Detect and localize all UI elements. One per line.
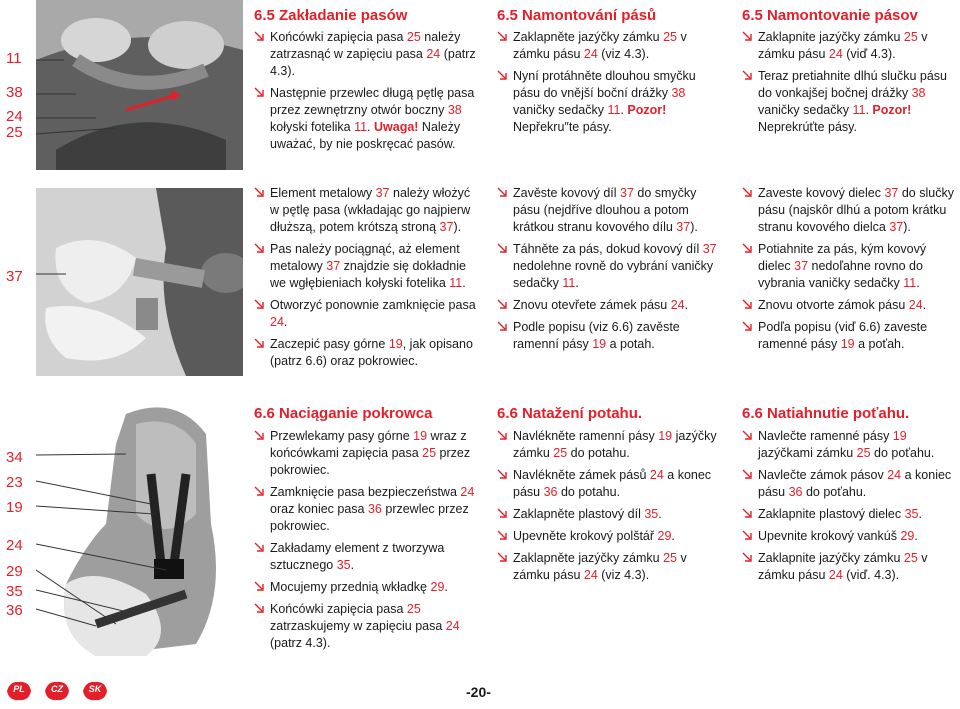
text-run: .: [350, 558, 355, 572]
text-run: Podľa popisu (viď 6.6) zaveste ramenné pásy: [758, 320, 928, 351]
reference-number: 25: [663, 551, 677, 565]
instruction-item: [254, 241, 479, 292]
callout-label: 34: [6, 449, 23, 466]
callout-label: 11: [6, 50, 22, 67]
instructions-cz: [497, 29, 722, 141]
text-run: vaničky sedačky: [513, 103, 608, 117]
reference-number: 24: [445, 619, 460, 633]
text-run: Zamknięcie pasa bezpieczeństwa: [270, 485, 461, 499]
reference-number: Uwaga!: [374, 120, 419, 134]
text-run: (viz 4.3).: [597, 47, 650, 61]
instruction-item: [254, 540, 479, 574]
text-run: ).: [690, 220, 698, 234]
text-run: Navlékněte zámek pásů: [513, 468, 650, 482]
text-run: ).: [453, 220, 462, 234]
reference-number: 25: [663, 30, 677, 44]
callout-label: 36: [6, 602, 23, 619]
instruction-text: [758, 529, 918, 543]
text-run: kołyski fotelika: [270, 120, 355, 134]
arrow-bullet-icon: [254, 337, 267, 350]
instruction-text: [513, 30, 687, 61]
text-run: wraz z końcówkami zapięcia pasa: [270, 429, 467, 460]
instruction-item: [742, 241, 957, 292]
arrow-bullet-icon: [742, 186, 755, 199]
reference-number: 36: [367, 502, 382, 516]
instruction-item: [254, 336, 479, 370]
reference-number: 24: [670, 298, 685, 312]
text-run: (viď. 4.3).: [842, 568, 900, 582]
callout-label: 25: [6, 124, 23, 141]
arrow-bullet-icon: [254, 186, 267, 199]
reference-number: 19: [892, 429, 907, 443]
reference-number: 24: [460, 485, 475, 499]
reference-number: 29: [430, 580, 445, 594]
text-run: .: [918, 507, 922, 521]
arrow-bullet-icon: [497, 298, 510, 311]
text-run: (patrz 4.3).: [270, 47, 476, 78]
reference-number: 37: [794, 259, 809, 273]
arrow-bullet-icon: [254, 485, 267, 498]
instruction-text: [758, 468, 951, 499]
arrow-bullet-icon: [742, 298, 755, 311]
instruction-text: [513, 429, 717, 460]
text-run: a koniec pásu: [758, 468, 952, 499]
text-run: Otworzyć ponownie zamknięcie pasa: [270, 298, 476, 312]
arrow-bullet-icon: [497, 429, 510, 442]
instruction-item: [497, 428, 722, 462]
text-run: Zaczepić pasy górne: [270, 337, 389, 351]
text-run: Zaklapnite jazýčky zámku: [758, 551, 904, 565]
reference-number: 37: [702, 242, 717, 256]
text-run: (viď 4.3).: [842, 47, 896, 61]
reference-number: 11: [562, 276, 576, 290]
instruction-text: [270, 186, 470, 234]
text-run: .: [865, 103, 873, 117]
heading-cz-6-6: 6.6 Natažení potahu.: [497, 405, 643, 422]
text-run: do potahu.: [557, 485, 621, 499]
text-run: v zámku pásu: [758, 30, 928, 61]
reference-number: 36: [788, 485, 803, 499]
instruction-item: [497, 319, 722, 353]
callout-label: 24: [6, 108, 23, 125]
instruction-text: [513, 242, 717, 290]
text-run: zatrzaskujemy w zapięciu pasa: [270, 619, 446, 633]
reference-number: 11: [354, 120, 368, 134]
reference-number: 36: [543, 485, 558, 499]
text-run: .: [575, 276, 579, 290]
flag-pl-icon: [6, 680, 32, 702]
instruction-item: [742, 428, 957, 462]
photo-child-seat-cover: [36, 394, 243, 664]
instruction-text: [513, 69, 696, 134]
text-run: v zámku pásu: [513, 30, 687, 61]
instruction-item: [742, 68, 957, 136]
instruction-text: [758, 186, 954, 234]
arrow-bullet-icon: [254, 298, 267, 311]
instruction-text: [758, 551, 928, 582]
reference-number: 11: [852, 103, 866, 117]
arrow-bullet-icon: [742, 242, 755, 255]
arrow-bullet-icon: [497, 69, 510, 82]
reference-number: 37: [620, 186, 634, 200]
heading-pl-6-5: 6.5 Zakładanie pasów: [254, 7, 408, 24]
instruction-text: [513, 468, 711, 499]
instruction-text: [270, 86, 474, 151]
instructions-pl: [254, 185, 479, 375]
arrow-bullet-icon: [254, 30, 267, 43]
instruction-item: [497, 29, 722, 63]
text-run: Znovu otevřete zámek pásu: [513, 298, 671, 312]
text-run: Końcówki zapięcia pasa: [270, 30, 407, 44]
text-run: .: [283, 315, 288, 329]
instruction-item: [742, 550, 957, 584]
instruction-item: [254, 297, 479, 331]
callout-label: 38: [6, 84, 23, 101]
text-run: do poťahu.: [802, 485, 867, 499]
instruction-text: [513, 529, 675, 543]
text-run: Neprekrúťte pásy.: [758, 120, 857, 134]
instruction-text: [270, 541, 444, 572]
arrow-bullet-icon: [497, 529, 510, 542]
text-run: a poťah.: [854, 337, 905, 351]
reference-number: 37: [676, 220, 691, 234]
reference-number: 19: [840, 337, 855, 351]
text-run: .: [462, 276, 466, 290]
flag-label: CZ: [51, 684, 63, 694]
instruction-item: [497, 467, 722, 501]
text-run: v zámku pásu: [513, 551, 687, 582]
text-run: Należy uważać, by nie poskręcać pasów.: [270, 120, 461, 151]
reference-number: 29: [657, 529, 672, 543]
text-run: .: [922, 298, 927, 312]
text-run: Zaklapněte plastový díl: [513, 507, 645, 521]
reference-number: 37: [326, 259, 341, 273]
arrow-bullet-icon: [742, 320, 755, 333]
instructions-sk: [742, 185, 957, 358]
instruction-item: [742, 29, 957, 63]
arrow-bullet-icon: [254, 86, 267, 99]
instruction-item: [497, 185, 722, 236]
text-run: przewlec przez pokrowiec.: [270, 502, 469, 533]
text-run: należy włożyć w pętlę pasa (wkładając go najpierw dłuższą, potem krótszą stroną: [270, 186, 471, 234]
reference-number: 37: [375, 186, 390, 200]
text-run: Zaklapnite jazýčky zámku: [758, 30, 904, 44]
instruction-text: [270, 602, 460, 650]
instruction-text: [758, 69, 947, 134]
instruction-text: [270, 30, 476, 78]
text-run: .: [671, 529, 675, 543]
arrow-bullet-icon: [254, 580, 267, 593]
text-run: Pas należy pociągnąć, aż element metalowy: [270, 242, 460, 273]
instruction-text: [513, 507, 662, 521]
text-run: Táhněte za pás, dokud kovový díl: [513, 242, 703, 256]
text-run: Zaklapněte jazýčky zámku: [513, 30, 664, 44]
instruction-item: [254, 185, 479, 236]
text-run: oraz koniec pasa: [270, 502, 368, 516]
text-run: .: [367, 120, 374, 134]
text-run: Teraz pretiahnite dlhú slučku pásu do vonkajšej bočnej drážky: [758, 69, 948, 100]
text-run: Zaklapněte jazýčky zámku: [513, 551, 664, 565]
callout-label: 29: [6, 563, 23, 580]
text-run: Przewlekamy pasy górne: [270, 429, 414, 443]
reference-number: 29: [900, 529, 915, 543]
text-run: Element metalowy: [270, 186, 376, 200]
text-run: Zavěste kovový díl: [513, 186, 620, 200]
text-run: .: [658, 507, 662, 521]
reference-number: 25: [406, 602, 421, 616]
reference-number: 24: [887, 468, 902, 482]
text-run: vaničky sedačky: [758, 103, 853, 117]
reference-number: 25: [553, 446, 568, 460]
reference-number: 35: [644, 507, 659, 521]
text-run: Nepřekru″te pásy.: [513, 120, 612, 134]
photo-metal-element: [36, 188, 243, 376]
callout-label: 35: [6, 583, 23, 600]
text-run: znajdzie się dokładnie we wgłębieniach kołyski fotelika: [270, 259, 466, 290]
text-run: Navlékněte ramenní pásy: [513, 429, 659, 443]
instruction-item: [742, 297, 957, 314]
text-run: Navlečte zámok pásov: [758, 468, 888, 482]
instruction-item: [742, 319, 957, 353]
instruction-item: [497, 241, 722, 292]
text-run: Upevněte krokový polštář: [513, 529, 658, 543]
instruction-text: [513, 320, 680, 351]
text-run: Zaveste kovový dielec: [758, 186, 885, 200]
reference-number: 25: [903, 30, 918, 44]
instruction-text: [758, 429, 934, 460]
text-run: , jak opisano (patrz 6.6) oraz pokrowiec.: [270, 337, 473, 368]
text-run: nedoľahne rovno do vybrania vaničky sedačky: [758, 259, 923, 290]
reference-number: 24: [908, 298, 923, 312]
reference-number: 19: [388, 337, 403, 351]
arrow-bullet-icon: [497, 30, 510, 43]
reference-number: 37: [889, 220, 904, 234]
reference-number: Pozor!: [872, 103, 912, 117]
page-number: -20-: [466, 684, 491, 700]
text-run: należy zatrzasnąć w zapięciu pasa: [270, 30, 461, 61]
text-run: (patrz 4.3).: [270, 636, 331, 650]
arrow-bullet-icon: [497, 551, 510, 564]
text-run: Znovu otvorte zámok pásu: [758, 298, 909, 312]
arrow-bullet-icon: [497, 507, 510, 520]
instruction-text: [270, 337, 473, 368]
arrow-bullet-icon: [254, 429, 267, 442]
text-run: Navlečte ramenné pásy: [758, 429, 893, 443]
text-run: jazýčkami zámku: [758, 446, 857, 460]
reference-number: Pozor!: [627, 103, 667, 117]
reference-number: 25: [406, 30, 421, 44]
text-run: Podle popisu (viz 6.6) zavěste ramenní pásy: [513, 320, 680, 351]
reference-number: 38: [447, 103, 462, 117]
text-run: a konec pásu: [513, 468, 712, 499]
text-run: do smyčky pásu (nejdříve dlouhou a potom krátkou stranu kovového dílu: [513, 186, 697, 234]
instruction-item: [254, 579, 479, 596]
instruction-text: [270, 429, 470, 477]
arrow-bullet-icon: [742, 30, 755, 43]
reference-number: 11: [449, 276, 463, 290]
text-run: do poťahu.: [870, 446, 935, 460]
reference-number: 24: [270, 315, 284, 329]
text-run: .: [914, 529, 918, 543]
reference-number: 19: [592, 337, 607, 351]
instruction-text: [758, 298, 926, 312]
reference-number: 37: [884, 186, 899, 200]
text-run: Potiahnite za pás, kým kovový dielec: [758, 242, 927, 273]
callout-label: 37: [6, 268, 23, 285]
text-run: .: [620, 103, 628, 117]
text-run: ).: [903, 220, 911, 234]
reference-number: 37: [439, 220, 454, 234]
instruction-item: [254, 85, 479, 153]
arrow-bullet-icon: [742, 468, 755, 481]
instructions-cz: [497, 428, 722, 589]
instruction-text: [513, 298, 688, 312]
arrow-bullet-icon: [742, 529, 755, 542]
flag-label: SK: [88, 684, 102, 694]
instruction-item: [497, 528, 722, 545]
instruction-item: [254, 29, 479, 80]
instruction-text: [758, 507, 922, 521]
instruction-item: [254, 601, 479, 652]
reference-number: 24: [426, 47, 441, 61]
arrow-bullet-icon: [254, 541, 267, 554]
instruction-item: [497, 297, 722, 314]
text-run: Nyní protáhněte dlouhou smyčku pásu do vnější boční drážky: [513, 69, 696, 100]
reference-number: 24: [828, 568, 843, 582]
heading-pl-6-6: 6.6 Naciąganie pokrowca: [254, 405, 433, 422]
text-run: Zakładamy element z tworzywa sztucznego: [270, 541, 445, 572]
text-run: do slučky pásu (najskôr dlhú a potom krátku stranu kovového dielca: [758, 186, 954, 234]
callout-label: 24: [6, 537, 23, 554]
flag-label: PL: [13, 684, 25, 694]
reference-number: 24: [828, 47, 843, 61]
reference-number: 35: [904, 507, 919, 521]
instruction-text: [270, 242, 466, 290]
instruction-text: [270, 580, 448, 594]
callout-label: 19: [6, 499, 23, 516]
instruction-text: [270, 298, 476, 329]
instruction-item: [742, 467, 957, 501]
arrow-bullet-icon: [497, 468, 510, 481]
reference-number: 24: [583, 568, 598, 582]
text-run: Następnie przewlec długą pętlę pasa przez zewnętrzny otwór boczny: [270, 86, 475, 117]
reference-number: 38: [911, 86, 926, 100]
reference-number: 19: [413, 429, 428, 443]
text-run: v zámku pásu: [758, 551, 928, 582]
text-run: (viz 4.3).: [597, 568, 650, 582]
arrow-bullet-icon: [742, 429, 755, 442]
text-run: .: [444, 580, 448, 594]
instruction-text: [758, 30, 928, 61]
instruction-item: [497, 550, 722, 584]
reference-number: 25: [422, 446, 437, 460]
instruction-text: [513, 186, 698, 234]
instruction-text: [758, 242, 926, 290]
reference-number: 38: [671, 86, 686, 100]
text-run: .: [684, 298, 689, 312]
heading-sk-6-6: 6.6 Natiahnutie poťahu.: [742, 405, 910, 422]
arrow-bullet-icon: [742, 507, 755, 520]
arrow-bullet-icon: [742, 551, 755, 564]
text-run: jazýčky zámku: [513, 429, 717, 460]
text-run: Upevnite krokový vankúš: [758, 529, 901, 543]
text-run: Końcówki zapięcia pasa: [270, 602, 407, 616]
text-run: nedolehne rovně do vybrání vaničky sedačky: [513, 259, 714, 290]
instruction-item: [254, 484, 479, 535]
reference-number: 25: [903, 551, 918, 565]
instruction-item: [742, 506, 957, 523]
instruction-text: [270, 485, 474, 533]
reference-number: 11: [903, 276, 917, 290]
text-run: przez pokrowiec.: [270, 446, 471, 477]
instructions-cz: [497, 185, 722, 358]
arrow-bullet-icon: [497, 320, 510, 333]
instruction-item: [254, 428, 479, 479]
arrow-bullet-icon: [254, 242, 267, 255]
text-run: a potah.: [606, 337, 655, 351]
reference-number: 19: [658, 429, 673, 443]
arrow-bullet-icon: [254, 602, 267, 615]
reference-number: 35: [336, 558, 351, 572]
instructions-pl: [254, 428, 479, 657]
flag-cz-icon: [44, 680, 70, 702]
text-run: .: [916, 276, 920, 290]
reference-number: 24: [649, 468, 664, 482]
instruction-item: [742, 528, 957, 545]
arrow-bullet-icon: [497, 186, 510, 199]
heading-cz-6-5: 6.5 Namontování pásů: [497, 7, 657, 24]
text-run: Mocujemy przednią wkładkę: [270, 580, 431, 594]
instructions-pl: [254, 29, 479, 158]
callout-label: 23: [6, 474, 23, 491]
instruction-item: [497, 506, 722, 523]
instruction-item: [742, 185, 957, 236]
instruction-text: [513, 551, 687, 582]
flag-sk-icon: [82, 680, 108, 702]
reference-number: 24: [583, 47, 598, 61]
arrow-bullet-icon: [742, 69, 755, 82]
text-run: Zaklapnite plastový dielec: [758, 507, 905, 521]
reference-number: 25: [856, 446, 871, 460]
heading-sk-6-5: 6.5 Namontovanie pásov: [742, 7, 918, 24]
photo-belt-routing: [36, 0, 243, 170]
text-run: do potahu.: [567, 446, 630, 460]
arrow-bullet-icon: [497, 242, 510, 255]
instructions-sk: [742, 29, 957, 141]
instruction-text: [758, 320, 927, 351]
instructions-sk: [742, 428, 957, 589]
instruction-item: [497, 68, 722, 136]
reference-number: 11: [607, 103, 621, 117]
